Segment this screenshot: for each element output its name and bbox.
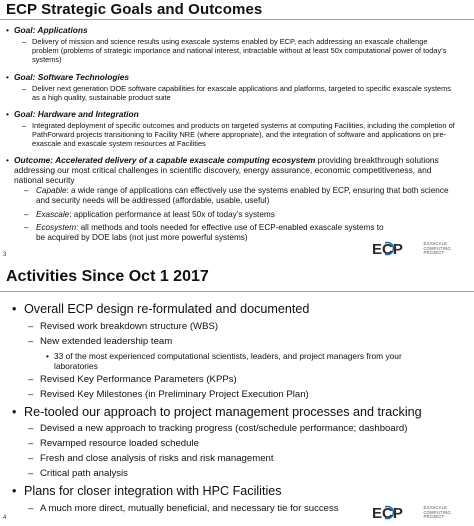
title-divider	[0, 19, 474, 20]
ecp-logo-mark	[372, 504, 416, 522]
slide-title: Activities Since Oct 1 2017	[6, 268, 209, 285]
svg-text:ECP: ECP	[372, 241, 403, 258]
slide-title: ECP Strategic Goals and Outcomes	[6, 1, 263, 18]
slide-strategic-goals: ECP Strategic Goals and Outcomes • Goal: Applications – Delivery of mission and science results using exascale systems enabled by ECP, each addressing an exascale challenge problem (problems of strategic importance and national interest, intractable without at least 50x computational power of today’s systems) • Goal: Software Technologies – Deliver next generation DOE software capabilities for exascale applications and platforms, targeted to specific exascale systems as a high quality, sustainable product suite • Goal: Hardware and Integration – Integrated deployment of specific outcomes and products on targeted systems at computing Facilities, including the completion of PathForward projects transitioning to Facility NRE (where appropriate), and the integration of software and applications on pre-exascale and exascale system resources at Facilities • Outcome: Accelerated delivery of a capable exascale computing ecosystem providing breakthrough solutions addressing our most critical challenges in scientific discovery, energy assurance, economic competitiveness, and national security – Capable: a wide range of applications can effectively use the systems enabled by ECP, ensuring that both science and security needs will be addressed (affordable, usable, useful) – Exascale: application performance at least 50x of today’s systems – Ecosystem: all methods and tools needed for effective use of ECP-enabled exascale systems to be acquired by DOE labs (not just more powerful systems) 3 ECP EXASCALE COMPUTING PROJECT	[0, 0, 474, 262]
goal-heading: Goal: Hardware and Integration	[14, 109, 139, 119]
goal-heading: Goal: Software Technologies	[14, 72, 130, 82]
ecp-logo	[372, 504, 451, 522]
ecp-logo-mark	[372, 240, 416, 258]
ecp-logo-tagline: EXASCALE COMPUTING PROJECT	[423, 505, 451, 520]
outcome-text: providing breakthrough solutions addressing our most critical challenges in scientific discovery, energy assurance, economic competitiveness, and national security	[14, 155, 439, 185]
svg-text:ECP: ECP	[372, 505, 403, 522]
outcome-heading: Outcome: Accelerated delivery of a capable exascale computing ecosystem	[14, 155, 316, 165]
page-number: 4	[3, 515, 7, 521]
title-divider	[0, 291, 474, 292]
page-number: 3	[3, 252, 7, 258]
ecp-logo	[372, 240, 451, 258]
goal-heading: Goal: Applications	[14, 25, 88, 35]
ecp-logo-tagline: EXASCALE COMPUTING PROJECT	[423, 241, 451, 256]
slide-activities: Activities Since Oct 1 2017 • Overall ECP design re-formulated and documented – Revised work breakdown structure (WBS) – New extended leadership team • 33 of the most experienced computational scientists, leaders, and project managers from your laboratories – Revised Key Performance Parameters (KPPs) – Revised Key Milestones (in Preliminary Project Execution Plan) • Re-tooled our approach to project management processes and tracking – Devised a new approach to tracking progress (cost/schedule performance; dashboard) – Revamped resource loaded schedule – Fresh and close analysis of risks and risk management – Critical path analysis • Plans for closer integration with HPC Facilities – A much more direct, mutually beneficial, and necessary tie for success 4 ECP EXASCALE COMPUTING PROJECT	[0, 262, 474, 526]
